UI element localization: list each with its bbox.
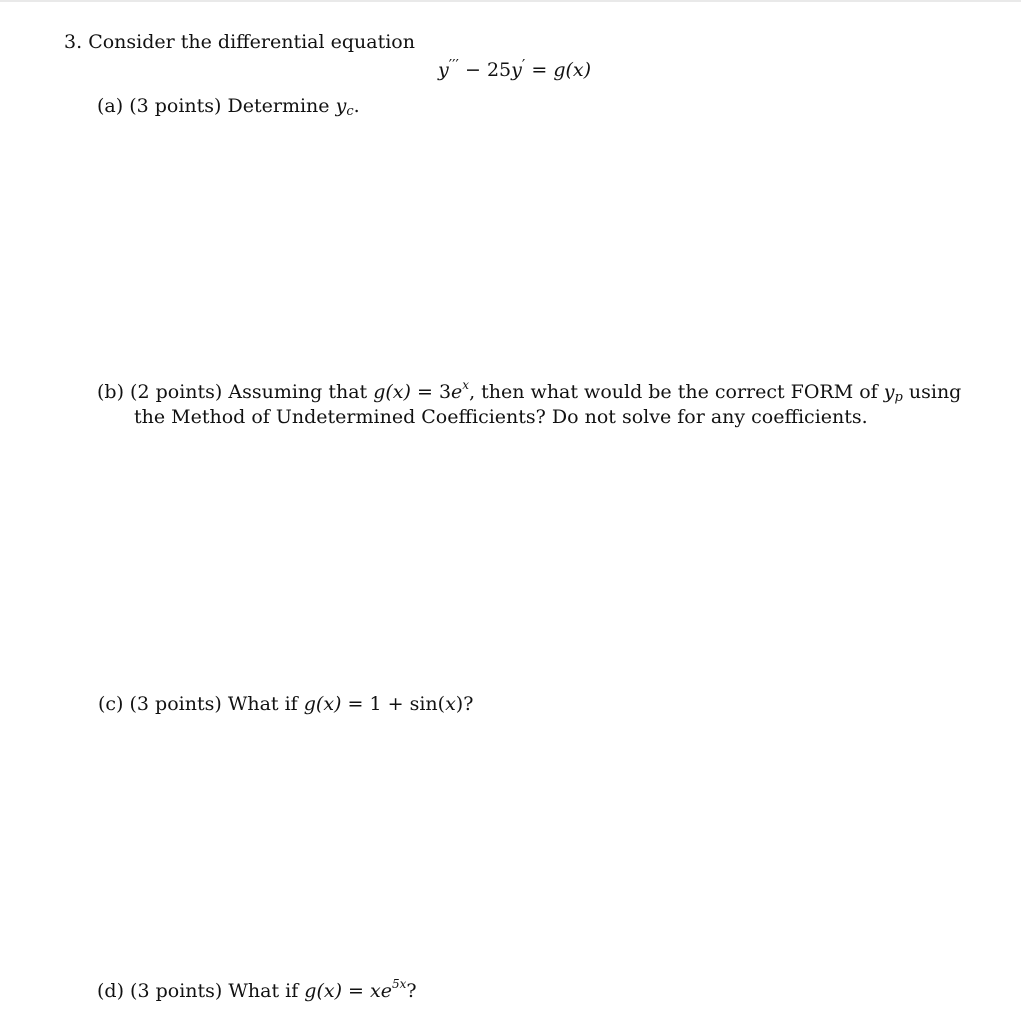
- part-b-line-1: [97, 377, 962, 405]
- problem-intro: Consider the differential equation: [88, 31, 415, 53]
- part-a-var-sub: c: [346, 104, 354, 119]
- part-a-points: (3 points): [129, 95, 222, 117]
- eq-coef: 25: [486, 59, 512, 81]
- part-b-exp: x: [462, 377, 470, 392]
- part-b-text-3: using: [908, 381, 962, 403]
- part-b-text-1: Assuming that: [228, 381, 368, 403]
- problem-number: 3.: [64, 31, 83, 53]
- top-border: [0, 0, 1021, 2]
- part-a-label: (a): [97, 95, 124, 117]
- part-b-var-sub: p: [894, 390, 903, 405]
- part-c-expr-2: )?: [455, 693, 474, 715]
- eq-y2: y: [511, 59, 522, 81]
- part-a-text: Determine: [227, 95, 330, 117]
- part-c-text: What if: [227, 693, 298, 715]
- eq-rhs: g(x): [553, 59, 592, 81]
- eq-triple-prime: ′′′: [448, 56, 459, 74]
- part-b-base: e: [451, 381, 463, 403]
- part-d-exp: 5x: [391, 976, 407, 991]
- part-c-expr-x: x: [445, 693, 456, 715]
- eq-equals: =: [531, 59, 548, 81]
- part-d-text: What if: [228, 980, 299, 1002]
- part-d-points: (3 points): [130, 980, 223, 1002]
- part-c-points: (3 points): [129, 693, 222, 715]
- part-c-equals: =: [347, 693, 364, 715]
- problem-heading: [64, 30, 415, 54]
- part-a-var: y: [335, 95, 347, 117]
- part-d: [97, 976, 417, 1003]
- part-d-label: (d): [97, 980, 124, 1002]
- part-b-text-2: , then what would be the correct FORM of: [469, 381, 878, 403]
- part-b-points: (2 points): [130, 381, 223, 403]
- eq-minus: −: [465, 59, 481, 81]
- part-b-equals: =: [416, 381, 433, 403]
- part-c-g: g(x): [303, 693, 342, 715]
- part-a-end: .: [353, 95, 360, 117]
- part-c: [98, 692, 473, 716]
- part-b-line-2: [134, 405, 868, 429]
- part-b-line2-text: the Method of Undetermined Coefficients? Do not solve for any coefficients.: [134, 406, 868, 428]
- part-a: [97, 94, 360, 118]
- part-d-g: g(x): [304, 980, 342, 1002]
- part-d-end: ?: [406, 980, 417, 1002]
- eq-y: y: [438, 59, 449, 81]
- differential-equation: [438, 58, 591, 83]
- part-c-expr-1: 1 + sin(: [369, 693, 446, 715]
- part-d-expr-x: xe: [370, 980, 392, 1002]
- part-b-label: (b): [97, 381, 124, 403]
- part-b-g: g(x): [373, 381, 411, 403]
- part-b-var: y: [883, 381, 895, 403]
- part-c-label: (c): [98, 693, 124, 715]
- part-d-equals: =: [348, 980, 364, 1002]
- eq-prime: ′: [521, 56, 526, 74]
- part-b-coef: 3: [438, 381, 452, 403]
